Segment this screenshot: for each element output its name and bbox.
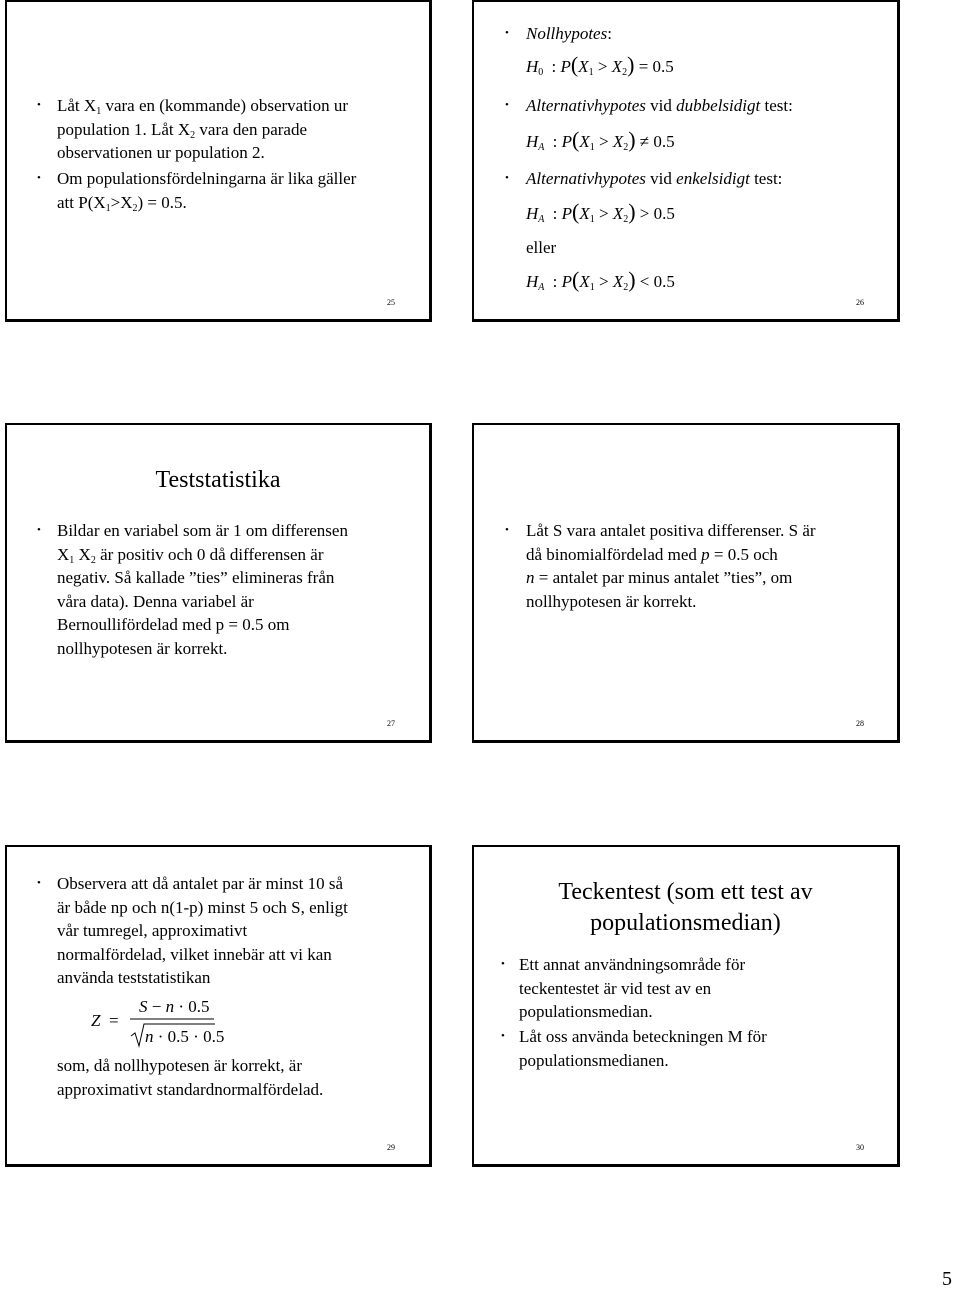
slide-title: Teststatistika (155, 467, 281, 493)
z-statistic-formula (87, 992, 247, 1052)
slide-28 (472, 423, 900, 743)
slide-27 (5, 423, 432, 743)
eller-text: eller (526, 238, 557, 257)
slide-30-bullet-2: Låt oss använda beteckningen M för populationsmedianen. (519, 1027, 767, 1070)
bullet-icon: • (505, 99, 509, 111)
svg-text:Z: Z (91, 1011, 101, 1030)
slide-number: 29 (387, 1143, 395, 1152)
null-hypothesis-label: Nollhypotes: (526, 24, 612, 43)
slide-30 (472, 845, 900, 1167)
slide-28-bullet: Låt S vara antalet positiva differenser. S är då binomialfördelad med p = 0.5 och n = antalet par minus antalet ”ties”, om nollhypotesen är korrekt. (526, 521, 816, 611)
alt-one-sided-less-formula: $H_A$ : $P(X_1 > X_2) < 0.5$ (526, 267, 675, 293)
slide-title: Teckentest (som ett test av populationsmedian) (558, 879, 813, 936)
bullet-icon: • (505, 524, 509, 536)
bullet-icon: • (501, 1030, 505, 1042)
slide-30-bullet-1: Ett annat användningsområde för teckentestet är vid test av en populationsmedian. (519, 955, 746, 1021)
slide-25-bullet-2: Om populationsfördelningarna är lika gäller att $P(X_1>X_2) = 0.5$. (57, 169, 357, 214)
page-number: 5 (942, 1268, 952, 1290)
slide-number: 30 (856, 1143, 864, 1152)
slide-29-continuation: som, då nollhypotesen är korrekt, är approximativt standardnormalfördelad. (57, 1056, 324, 1099)
bullet-icon: • (501, 958, 505, 970)
slide-27-bullet: Bildar en variabel som är 1 om differensen $X_1$ $X_2$ är positiv och 0 då differensen är negativ. Så kallade ”ties” elimineras från våra data). Denna variabel är Bernoullifördelad med p = 0.5 om nollhypotesen är korrekt. (57, 521, 348, 658)
bullet-icon: • (505, 27, 509, 39)
slide-number: 25 (387, 298, 395, 307)
slide-number: 26 (856, 298, 864, 307)
slide-number: 28 (856, 719, 864, 728)
svg-text:S − n · 0.5: S − n · 0.5 (139, 997, 210, 1016)
slide-25-bullet-1: Låt $X_1$ vara en (kommande) observation ur population 1. Låt $X_2$ vara den parade observationen ur population 2. (57, 96, 349, 162)
alt-two-sided-label: Alternativhypotes vid dubbelsidigt test: (526, 96, 793, 115)
slide-26 (472, 0, 900, 322)
bullet-icon: • (37, 99, 41, 111)
bullet-icon: • (37, 524, 41, 536)
slide-number: 27 (387, 719, 395, 728)
svg-text:n · 0.5 · 0.5: n · 0.5 · 0.5 (145, 1027, 225, 1046)
alt-one-sided-label: Alternativhypotes vid enkelsidigt test: (526, 169, 783, 188)
bullet-icon: • (37, 877, 41, 889)
bullet-icon: • (37, 172, 41, 184)
slide-29 (5, 845, 432, 1167)
null-hypothesis-formula: $H_0$ : $P(X_1 > X_2) = 0.5$ (526, 52, 674, 78)
slide-25 (5, 0, 432, 322)
alt-two-sided-formula: $H_A$ : $P(X_1 > X_2) \ne 0.5$ (526, 127, 675, 153)
slide-29-bullet: Observera att då antalet par är minst 10 så är både np och n(1-p) minst 5 och S, enligt vår tumregel, approximativt normalfördelad, vilket innebär att vi kan använda teststatistikan (57, 874, 348, 987)
svg-text:=: = (109, 1011, 119, 1030)
bullet-icon: • (505, 172, 509, 184)
alt-one-sided-greater-formula: $H_A$ : $P(X_1 > X_2) > 0.5$ (526, 199, 675, 225)
